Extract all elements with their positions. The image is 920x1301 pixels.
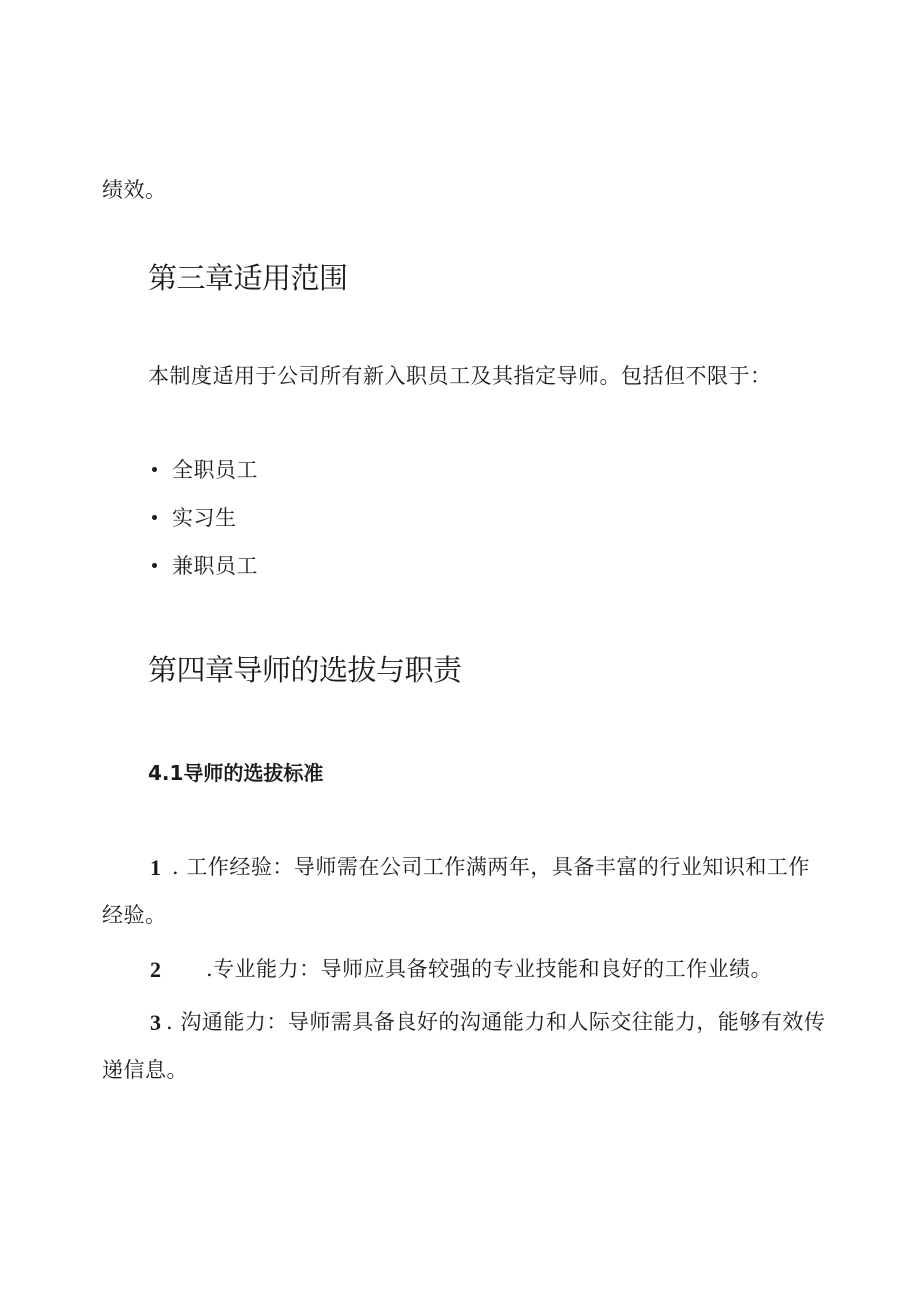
chapter4-title: 第四章导师的选拔与职责 bbox=[148, 653, 462, 687]
criterion-text-line2: 经验。 bbox=[102, 903, 167, 927]
scope-item-label: 实习生 bbox=[172, 506, 237, 530]
criterion-text-line1: . 沟通能力：导师需具备良好的沟通能力和人际交往能力，能够有效传 bbox=[166, 1010, 826, 1034]
bullet-icon bbox=[152, 515, 157, 520]
criterion-number: 1 bbox=[150, 855, 161, 880]
continuation-text: 绩效。 bbox=[102, 178, 167, 202]
criterion-text-line1: . 工作经验：导师需在公司工作满两年，具备丰富的行业知识和工作 bbox=[172, 855, 810, 879]
scope-item-label: 全职员工 bbox=[172, 458, 258, 482]
criterion-text-line1: .专业能力：导师应具备较强的专业技能和良好的工作业绩。 bbox=[206, 957, 773, 981]
bullet-icon bbox=[152, 467, 157, 472]
bullet-icon bbox=[152, 563, 157, 568]
criterion-number: 3 bbox=[150, 1010, 161, 1035]
chapter3-description: 本制度适用于公司所有新入职员工及其指定导师。包括但不限于： bbox=[148, 364, 772, 388]
scope-item-label: 兼职员工 bbox=[172, 554, 258, 578]
chapter3-title: 第三章适用范围 bbox=[148, 261, 348, 295]
criterion-number: 2 bbox=[150, 957, 161, 982]
criterion-text-line2: 递信息。 bbox=[102, 1058, 188, 1082]
section-4-1-title: 4.1导师的选拔标准 bbox=[148, 761, 324, 785]
